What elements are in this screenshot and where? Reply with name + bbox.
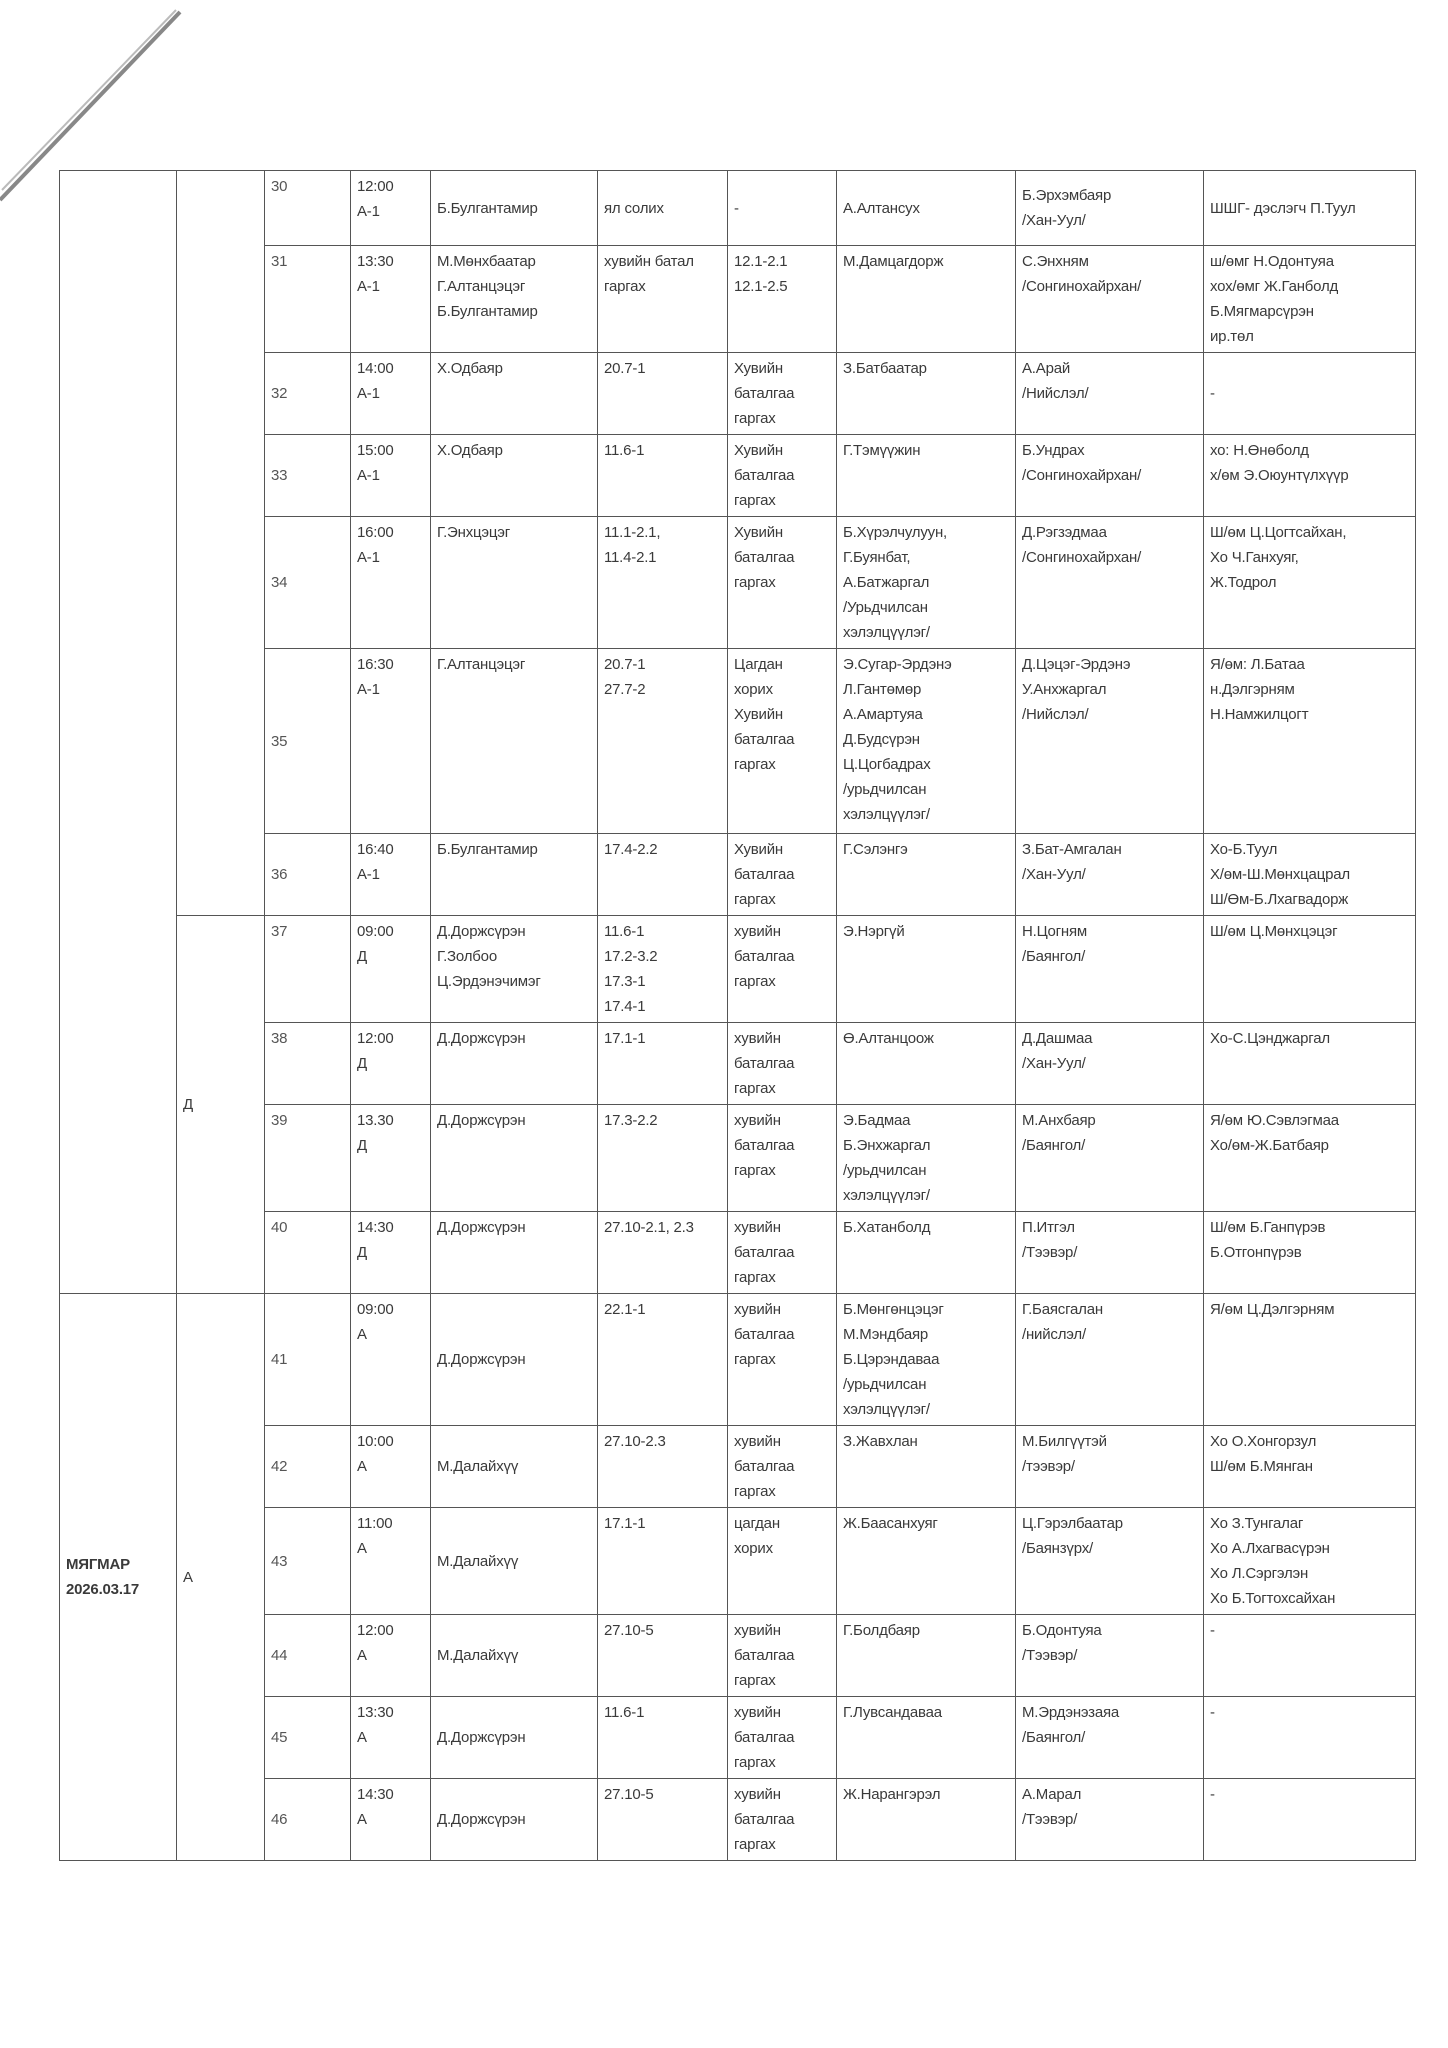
article: ял солих: [598, 171, 728, 246]
judge: М.Далайхүү: [431, 1426, 598, 1508]
day-cell: МЯГМАР 2026.03.17: [60, 1294, 177, 1861]
hearing-type: хувийн баталгаа гаргах: [728, 1697, 837, 1779]
time-room: 09:00 Д: [351, 916, 431, 1023]
prosecutor: А.Арай /Нийслэл/: [1016, 353, 1204, 435]
case-number: 32: [265, 353, 351, 435]
lawyers: хо: Н.Өнөболд х/өм Э.Оюунтүлхүүр: [1204, 435, 1416, 517]
lawyers: Хо З.Тунгалаг Хо А.Лхагвасүрэн Хо Л.Сэргэлэн Хо Б.Тогтохсайхан: [1204, 1508, 1416, 1615]
defendants: Г.Тэмүүжин: [837, 435, 1016, 517]
room-cell: Д: [177, 916, 265, 1294]
lawyers: -: [1204, 1697, 1416, 1779]
defendants: Ө.Алтанцоож: [837, 1023, 1016, 1105]
article: 11.6-1 17.2-3.2 17.3-1 17.4-1: [598, 916, 728, 1023]
time-room: 12:00 А: [351, 1615, 431, 1697]
hearing-type: -: [728, 171, 837, 246]
defendants: А.Алтансух: [837, 171, 1016, 246]
defendants: Г.Сэлэнгэ: [837, 834, 1016, 916]
room-cell: [177, 171, 265, 916]
hearing-type: Хувийн баталгаа гаргах: [728, 517, 837, 649]
defendants: Э.Бадмаа Б.Энхжаргал /урьдчилсан хэлэлцүүлэг/: [837, 1105, 1016, 1212]
prosecutor: Б.Одонтуяа /Тээвэр/: [1016, 1615, 1204, 1697]
table-row: [60, 1294, 1416, 1426]
defendants: Б.Хүрэлчулуун, Г.Буянбат, А.Батжаргал /Урьдчилсан хэлэлцүүлэг/: [837, 517, 1016, 649]
time-room: 14:30 Д: [351, 1212, 431, 1294]
time-room: 12:00 А-1: [351, 171, 431, 246]
time-room: 09:00 А: [351, 1294, 431, 1426]
judge: Д.Доржсүрэн: [431, 1697, 598, 1779]
defendants: З.Жавхлан: [837, 1426, 1016, 1508]
lawyers: -: [1204, 1779, 1416, 1861]
room-cell: А: [177, 1294, 265, 1861]
case-number: 43: [265, 1508, 351, 1615]
hearing-type: Хувийн баталгаа гаргах: [728, 435, 837, 517]
judge: Б.Булгантамир: [431, 834, 598, 916]
case-number: 45: [265, 1697, 351, 1779]
case-number: 46: [265, 1779, 351, 1861]
lawyers: Хо О.Хонгорзул Ш/өм Б.Мянган: [1204, 1426, 1416, 1508]
lawyers: -: [1204, 1615, 1416, 1697]
prosecutor: П.Итгэл /Тээвэр/: [1016, 1212, 1204, 1294]
lawyers: Ш/өм Б.Ганпүрэв Б.Отгонпүрэв: [1204, 1212, 1416, 1294]
lawyers: ш/өмг Н.Одонтуяа хох/өмг Ж.Ганболд Б.Мягмарсүрэн ир.төл: [1204, 246, 1416, 353]
lawyers: Я/өм Ю.Сэвлэгмаа Хо/өм-Ж.Батбаяр: [1204, 1105, 1416, 1212]
time-room: 13:30 А-1: [351, 246, 431, 353]
case-number: 31: [265, 246, 351, 353]
hearing-type: хувийн баталгаа гаргах: [728, 1615, 837, 1697]
lawyers: -: [1204, 353, 1416, 435]
article: 17.4-2.2: [598, 834, 728, 916]
article: 11.1-2.1, 11.4-2.1: [598, 517, 728, 649]
prosecutor: Д.Дашмаа /Хан-Уул/: [1016, 1023, 1204, 1105]
table-row: [60, 916, 1416, 1023]
judge: Х.Одбаяр: [431, 353, 598, 435]
prosecutor: З.Бат-Амгалан /Хан-Уул/: [1016, 834, 1204, 916]
hearing-type: цагдан хорих: [728, 1508, 837, 1615]
judge: Г.Энхцэцэг: [431, 517, 598, 649]
time-room: 14:30 А: [351, 1779, 431, 1861]
prosecutor: М.Анхбаяр /Баянгол/: [1016, 1105, 1204, 1212]
defendants: М.Дамцагдорж: [837, 246, 1016, 353]
case-number: 39: [265, 1105, 351, 1212]
judge: М.Далайхүү: [431, 1615, 598, 1697]
hearing-type: 12.1-2.1 12.1-2.5: [728, 246, 837, 353]
defendants: Б.Мөнгөнцэцэг М.Мэндбаяр Б.Цэрэндаваа /урьдчилсан хэлэлцүүлэг/: [837, 1294, 1016, 1426]
case-number: 35: [265, 649, 351, 834]
hearing-type: хувийн баталгаа гаргах: [728, 916, 837, 1023]
case-number: 36: [265, 834, 351, 916]
time-room: 11:00 А: [351, 1508, 431, 1615]
article: 17.1-1: [598, 1508, 728, 1615]
judge: Д.Доржсүрэн: [431, 1212, 598, 1294]
lawyers: Ш/өм Ц.Мөнхцэцэг: [1204, 916, 1416, 1023]
prosecutor: Б.Эрхэмбаяр /Хан-Уул/: [1016, 171, 1204, 246]
article: 20.7-1: [598, 353, 728, 435]
time-room: 16:40 А-1: [351, 834, 431, 916]
judge: М.Далайхүү: [431, 1508, 598, 1615]
judge: Б.Булгантамир: [431, 171, 598, 246]
time-room: 16:00 А-1: [351, 517, 431, 649]
table-row: [60, 171, 1416, 246]
article: хувийн батал гаргах: [598, 246, 728, 353]
defendants: З.Батбаатар: [837, 353, 1016, 435]
hearing-type: Хувийн баталгаа гаргах: [728, 834, 837, 916]
judge: Д.Доржсүрэн: [431, 1023, 598, 1105]
lawyers: Ш/өм Ц.Цогтсайхан, Хо Ч.Ганхуяг, Ж.Тодрол: [1204, 517, 1416, 649]
day-cell: [60, 171, 177, 1294]
judge: Д.Доржсүрэн: [431, 1105, 598, 1212]
hearing-type: Хувийн баталгаа гаргах: [728, 353, 837, 435]
time-room: 13:30 А: [351, 1697, 431, 1779]
defendants: Э.Нэргүй: [837, 916, 1016, 1023]
case-number: 30: [265, 171, 351, 246]
judge: Х.Одбаяр: [431, 435, 598, 517]
prosecutor: Г.Баясгалан /нийслэл/: [1016, 1294, 1204, 1426]
defendants: Г.Болдбаяр: [837, 1615, 1016, 1697]
defendants: Ж.Нарангэрэл: [837, 1779, 1016, 1861]
hearing-type: хувийн баталгаа гаргах: [728, 1294, 837, 1426]
case-number: 44: [265, 1615, 351, 1697]
case-number: 41: [265, 1294, 351, 1426]
case-number: 40: [265, 1212, 351, 1294]
hearing-type: хувийн баталгаа гаргах: [728, 1105, 837, 1212]
article: 22.1-1: [598, 1294, 728, 1426]
hearing-type: хувийн баталгаа гаргах: [728, 1023, 837, 1105]
hearing-type: хувийн баталгаа гаргах: [728, 1426, 837, 1508]
case-number: 38: [265, 1023, 351, 1105]
hearing-type: хувийн баталгаа гаргах: [728, 1779, 837, 1861]
time-room: 16:30 А-1: [351, 649, 431, 834]
article: 27.10-2.3: [598, 1426, 728, 1508]
prosecutor: Д.Рэгзэдмаа /Сонгинохайрхан/: [1016, 517, 1204, 649]
judge: Д.Доржсүрэн: [431, 1294, 598, 1426]
article: 27.10-2.1, 2.3: [598, 1212, 728, 1294]
judge: Д.Доржсүрэн Г.Золбоо Ц.Эрдэнэчимэг: [431, 916, 598, 1023]
prosecutor: М.Билгүүтэй /тээвэр/: [1016, 1426, 1204, 1508]
judge: Д.Доржсүрэн: [431, 1779, 598, 1861]
lawyers: Я/өм Ц.Дэлгэрням: [1204, 1294, 1416, 1426]
article: 17.3-2.2: [598, 1105, 728, 1212]
court-schedule-table: [59, 170, 1416, 1861]
prosecutor: Д.Цэцэг-Эрдэнэ У.Анхжаргал /Нийслэл/: [1016, 649, 1204, 834]
article: 11.6-1: [598, 1697, 728, 1779]
article: 20.7-1 27.7-2: [598, 649, 728, 834]
defendants: Э.Сугар-Эрдэнэ Л.Гантөмөр А.Амартуяа Д.Будсүрэн Ц.Цогбадрах /урьдчилсан хэлэлцүүлэг/: [837, 649, 1016, 834]
defendants: Г.Лувсандаваа: [837, 1697, 1016, 1779]
time-room: 10:00 А: [351, 1426, 431, 1508]
prosecutor: Н.Цогням /Баянгол/: [1016, 916, 1204, 1023]
prosecutor: Ц.Гэрэлбаатар /Баянзүрх/: [1016, 1508, 1204, 1615]
time-room: 12:00 Д: [351, 1023, 431, 1105]
lawyers: ШШГ- дэслэгч П.Туул: [1204, 171, 1416, 246]
defendants: Ж.Баасанхуяг: [837, 1508, 1016, 1615]
time-room: 13.30 Д: [351, 1105, 431, 1212]
lawyers: Хо-С.Цэнджаргал: [1204, 1023, 1416, 1105]
defendants: Б.Хатанболд: [837, 1212, 1016, 1294]
time-room: 15:00 А-1: [351, 435, 431, 517]
prosecutor: С.Энхням /Сонгинохайрхан/: [1016, 246, 1204, 353]
prosecutor: Б.Ундрах /Сонгинохайрхан/: [1016, 435, 1204, 517]
article: 11.6-1: [598, 435, 728, 517]
lawyers: Хо-Б.Туул Х/өм-Ш.Мөнхцацрал Ш/Өм-Б.Лхагвадорж: [1204, 834, 1416, 916]
article: 27.10-5: [598, 1779, 728, 1861]
judge: Г.Алтанцэцэг: [431, 649, 598, 834]
case-number: 33: [265, 435, 351, 517]
case-number: 42: [265, 1426, 351, 1508]
hearing-type: хувийн баталгаа гаргах: [728, 1212, 837, 1294]
article: 17.1-1: [598, 1023, 728, 1105]
time-room: 14:00 А-1: [351, 353, 431, 435]
lawyers: Я/өм: Л.Батаа н.Дэлгэрням Н.Намжилцогт: [1204, 649, 1416, 834]
prosecutor: М.Эрдэнэзаяа /Баянгол/: [1016, 1697, 1204, 1779]
case-number: 34: [265, 517, 351, 649]
prosecutor: А.Марал /Тээвэр/: [1016, 1779, 1204, 1861]
article: 27.10-5: [598, 1615, 728, 1697]
judge: М.Мөнхбаатар Г.Алтанцэцэг Б.Булгантамир: [431, 246, 598, 353]
hearing-type: Цагдан хорих Хувийн баталгаа гаргах: [728, 649, 837, 834]
case-number: 37: [265, 916, 351, 1023]
